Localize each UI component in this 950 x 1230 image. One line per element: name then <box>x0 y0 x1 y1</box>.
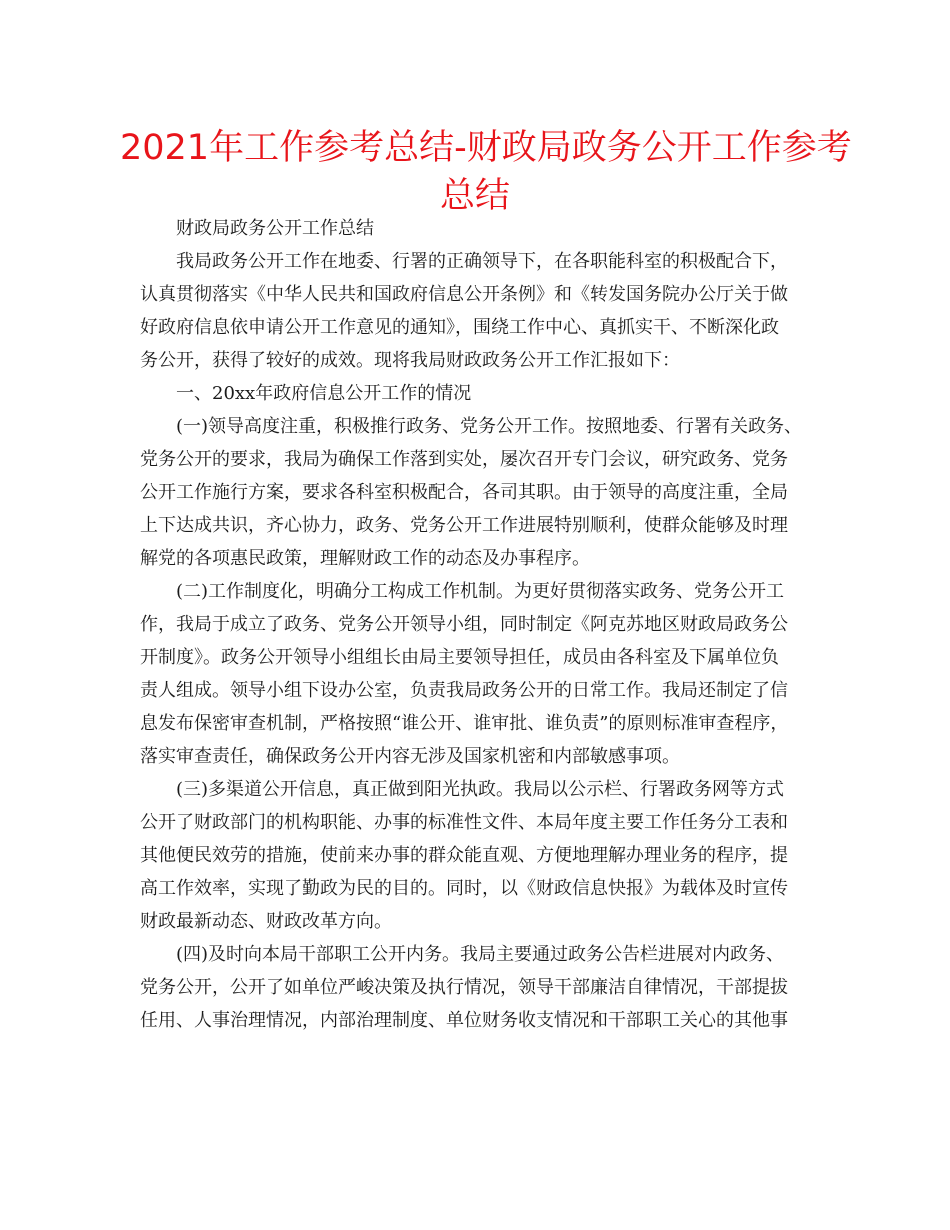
text-line: (一)领导高度注重，积极推行政务、党务公开工作。按照地委、行署有关政务、 <box>176 416 803 437</box>
section-heading <box>140 377 820 410</box>
text-line: (四)及时向本局干部职工公开内务。我局主要通过政务公告栏进展对内政务、 <box>176 944 785 965</box>
text-line: 认真贯彻落实《中华人民共和国政府信息公开条例》和《转发国务院办公厅关于做 <box>140 284 788 305</box>
paragraph-item-1 <box>140 410 820 575</box>
document-title <box>120 124 852 220</box>
text-line: 任用、人事治理情况，内部治理制度、单位财务收支情况和干部职工关心的其他事 <box>140 1010 788 1031</box>
paragraph-intro <box>140 245 820 377</box>
text-line: 务公开，获得了较好的成效。现将我局财政政务公开工作汇报如下： <box>140 350 680 371</box>
text-line: 财政局政务公开工作总结 <box>176 218 374 239</box>
text-line: 好政府信息依申请公开工作意见的通知》，围绕工作中心、真抓实干、不断深化政 <box>140 317 779 338</box>
text-line: 其他便民效劳的措施，使前来办事的群众能直观、方便地理解办理业务的程序，提 <box>140 845 788 866</box>
document-body <box>140 212 820 1037</box>
text-line: 落实审查责任，确保政务公开内容无涉及国家机密和内部敏感事项。 <box>140 746 680 767</box>
paragraph-item-2 <box>140 575 820 773</box>
paragraph-item-3 <box>140 773 820 938</box>
text-line: 一、20xx年政府信息公开工作的情况 <box>176 383 472 404</box>
text-line: 我局政务公开工作在地委、行署的正确领导下，在各职能科室的积极配合下， <box>176 251 788 272</box>
text-line: 高工作效率，实现了勤政为民的目的。同时，以《财政信息快报》为载体及时宣传 <box>140 878 788 899</box>
paragraph-item-4 <box>140 938 820 1037</box>
text-line: 责人组成。领导小组下设办公室，负责我局政务公开的日常工作。我局还制定了信 <box>140 680 788 701</box>
title-line: 总结 <box>439 176 510 216</box>
title-line: 2021年工作参考总结-财政局政务公开工作参考 <box>120 128 852 168</box>
text-line: 党务公开，公开了如单位严峻决策及执行情况，领导干部廉洁自律情况，干部提拔 <box>140 977 788 998</box>
text-line: 财政最新动态、财政改革方向。 <box>140 911 392 932</box>
text-line: 公开工作施行方案，要求各科室积极配合，各司其职。由于领导的高度注重，全局 <box>140 482 788 503</box>
text-line: 作，我局于成立了政务、党务公开领导小组，同时制定《阿克苏地区财政局政务公 <box>140 614 788 635</box>
text-line: 党务公开的要求，我局为确保工作落到实处，屡次召开专门会议，研究政务、党务 <box>140 449 788 470</box>
text-line: 上下达成共识，齐心协力，政务、党务公开工作进展特别顺利，使群众能够及时理 <box>140 515 788 536</box>
paragraph-subtitle <box>140 212 820 245</box>
text-line: (二)工作制度化，明确分工构成工作机制。为更好贯彻落实政务、党务公开工 <box>176 581 785 602</box>
text-line: 息发布保密审查机制，严格按照“谁公开、谁审批、谁负责”的原则标准审查程序， <box>140 713 789 734</box>
text-line: 公开了财政部门的机构职能、办事的标准性文件、本局年度主要工作任务分工表和 <box>140 812 788 833</box>
text-line: (三)多渠道公开信息，真正做到阳光执政。我局以公示栏、行署政务网等方式 <box>176 779 785 800</box>
text-line: 开制度》。政务公开领导小组组长由局主要领导担任，成员由各科室及下属单位负 <box>140 647 779 668</box>
text-line: 解党的各项惠民政策，理解财政工作的动态及办事程序。 <box>140 548 590 569</box>
